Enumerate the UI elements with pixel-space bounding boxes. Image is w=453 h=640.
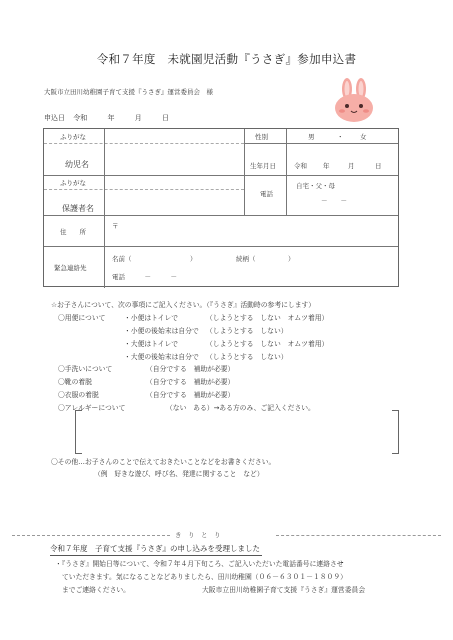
other-info-answer-area[interactable] [51, 480, 401, 526]
cut-line-right [276, 535, 441, 536]
child-name-label: 幼児名 [65, 160, 89, 169]
receipt-line: ・『うさぎ』開始日等について、令和７年４月下旬ころ、ご記入いただいた電話番号に連絡させ [55, 560, 344, 568]
toilet-item: ・大便はトイレで [124, 340, 179, 348]
postal-mark: 〒 [112, 222, 119, 230]
birth-year: 年 [323, 162, 330, 170]
instructions-intro: ☆お子さんについて、次の事項にご記入ください。（『うさぎ』活動時の参考にします） [51, 301, 316, 309]
date-era: 令和 [73, 114, 88, 122]
gender-label: 性別 [255, 133, 268, 141]
cut-line-left [12, 535, 170, 536]
toilet-item: ・小便はトイレで [124, 314, 179, 322]
birth-month: 月 [348, 162, 355, 170]
date-label: 申込日 [44, 114, 65, 122]
gender-separator: ・ [337, 133, 344, 141]
phone-options: 自宅・父・母 [296, 182, 335, 190]
birth-era: 令和 [294, 162, 307, 170]
gender-male-option[interactable]: 男 [308, 133, 315, 141]
registration-form [43, 128, 399, 287]
page-title: 令和７年度 未就園児活動『うさぎ』参加申込書 [96, 52, 357, 66]
date-month: 月 [134, 114, 142, 122]
date-year: 年 [107, 114, 115, 122]
emergency-name-field[interactable]: 名前（ ） [112, 255, 197, 263]
allergy-answer-bracket-left [75, 410, 82, 454]
toilet-options: （しようとする しない オムツ着用） [206, 340, 329, 348]
phone-label: 電話 [260, 190, 273, 198]
habit-options: （自分でする 補助が必要） [146, 378, 235, 386]
recipient-address: 大阪市立田川幼稚園子育て支援『うさぎ』運営委員会 様 [44, 88, 213, 96]
receipt-signer: 大阪市立田川幼稚園子育て支援『うさぎ』運営委員会 [202, 586, 366, 594]
toilet-label: 〇用便について [58, 314, 106, 322]
toilet-item: ・小便の後始末は自分で [124, 327, 199, 335]
receipt-line: までご連絡ください。 [62, 586, 130, 594]
emergency-phone-field[interactable]: 電話 － － [112, 273, 177, 281]
habit-item: 〇手洗いについて [58, 365, 113, 373]
guardian-name-label: 保護者名 [62, 204, 94, 213]
receipt-title: 令和７年度 子育て支援『うさぎ』の申し込みを受理しました [50, 543, 262, 556]
habit-options: （自分でする 補助が必要） [146, 365, 235, 373]
receipt-line: ていただきます。気になることなどありましたら、田川幼稚園（０６－６３０１－１８０９） [62, 573, 347, 581]
emergency-contact-label: 緊急連絡先 [54, 264, 87, 272]
cut-line-label: き り と り [175, 531, 221, 539]
date-day: 日 [161, 114, 169, 122]
other-info-prompt: 〇その他…お子さんのことで伝えておきたいことなどをお書きください。 [51, 458, 276, 466]
allergy-answer-bracket-right [392, 410, 399, 454]
address-label: 住 所 [60, 228, 86, 236]
other-info-example: （例 好きな遊び、呼び名、発達に関すること など） [94, 470, 264, 478]
birth-day: 日 [375, 162, 382, 170]
phone-format: － － [321, 197, 347, 205]
habit-item: 〇靴の着脱 [58, 378, 92, 386]
birthdate-label: 生年月日 [250, 162, 276, 170]
habit-options: （自分でする 補助が必要） [146, 391, 235, 399]
habit-item: 〇衣服の着脱 [58, 391, 99, 399]
guardian-furigana-label: ふりがな [60, 179, 86, 187]
rabbit-illustration [330, 76, 378, 124]
allergy-label: 〇アレルギーについて [58, 404, 126, 412]
allergy-answer-area[interactable] [82, 410, 392, 452]
allergy-options: （ない ある）→ある方のみ、ご記入ください。 [166, 404, 315, 412]
gender-female-option[interactable]: 女 [360, 133, 367, 141]
toilet-options: （しようとする しない） [206, 327, 288, 335]
application-date [44, 113, 169, 123]
child-furigana-label: ふりがな [60, 133, 86, 141]
toilet-item: ・大便の後始末は自分で [124, 353, 199, 361]
emergency-relation-field[interactable]: 続柄（ ） [236, 255, 295, 263]
toilet-options: （しようとする しない） [206, 353, 288, 361]
toilet-options: （しようとする しない オムツ着用） [206, 314, 329, 322]
